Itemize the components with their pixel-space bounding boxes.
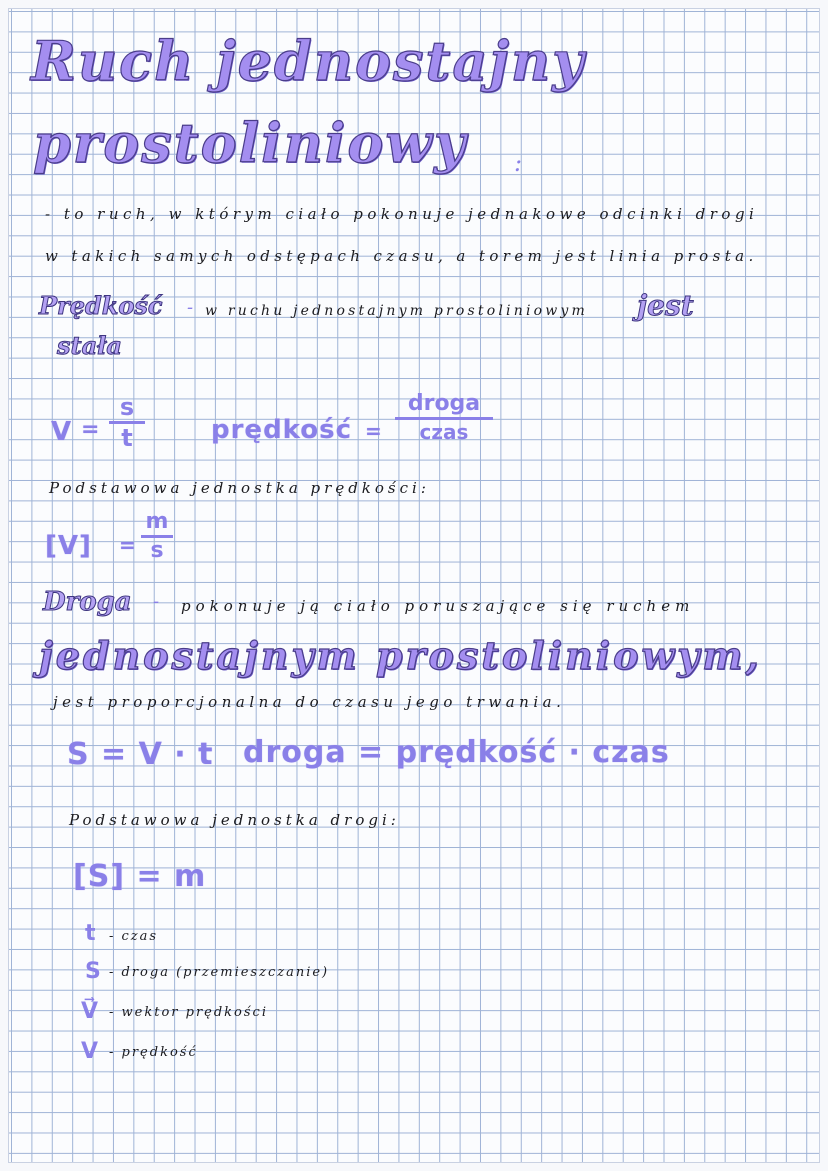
fraction-denominator: t [121,424,133,452]
velocity-emphasis-jest: jest [637,289,694,322]
legend-symbol-v-vector: V⃗ [81,999,99,1024]
distance-text-2: jest proporcjonalna do czasu jego trwania. [53,693,566,711]
distance-heading: Droga [43,587,132,617]
distance-formula: S = V · t [67,737,214,772]
legend-symbol-s: S [85,959,101,984]
velocity-dash: - [187,297,197,318]
title-line-2: prostoliniowy [33,111,468,175]
legend-text-s: - droga (przemieszczanie) [109,965,330,980]
fraction-numerator: s [119,393,135,421]
velocity-text: w ruchu jednostajnym prostoliniowym [205,303,589,319]
fraction-numerator: droga [407,391,481,416]
legend-text-v-vector: - wektor prędkości [109,1005,268,1020]
distance-unit: [S] = m [73,859,207,894]
distance-text: pokonuje ją ciało poruszające się ruchem [181,597,695,615]
definition-line-2: w takich samych odstępach czasu, a torem jest linia prosta. [45,247,758,265]
legend-text-v: - prędkość [109,1045,198,1060]
velocity-unit-label: Podstawowa jednostka prędkości: [49,479,430,497]
word-formula-eq: = [365,419,383,443]
distance-word-formula: droga = prędkość · czas [243,735,670,770]
velocity-formula-fraction [109,395,145,450]
distance-emphasis: jednostajnym prostoliniowym, [39,633,762,678]
fraction-denominator: czas [419,420,469,444]
title-line-1: Ruch jednostajny [31,29,586,93]
velocity-unit-eq: = [119,533,137,557]
definition-line-1: - to ruch, w którym ciało pokonuje jednakowe odcinki drogi [45,205,759,223]
fraction-denominator: s [150,538,164,563]
velocity-unit-lhs: [V] [45,531,92,561]
word-formula-lhs: prędkość [211,415,353,445]
grid-paper-sheet [8,8,820,1163]
velocity-formula-eq: = [81,417,101,442]
fraction-numerator: m [145,509,169,534]
distance-unit-label: Podstawowa jednostka drogi: [69,811,400,829]
velocity-heading: Prędkość [39,291,163,320]
velocity-unit-fraction [141,511,173,562]
legend-text-t: - czas [109,929,159,944]
velocity-formula-lhs: V [51,417,73,447]
title-colon: : [514,149,526,177]
velocity-emphasis-stala: stała [57,331,122,360]
distance-dash: - [153,591,163,612]
legend-symbol-t: t [85,921,96,946]
legend-symbol-v: V [81,1039,99,1064]
word-formula-fraction [395,393,493,442]
